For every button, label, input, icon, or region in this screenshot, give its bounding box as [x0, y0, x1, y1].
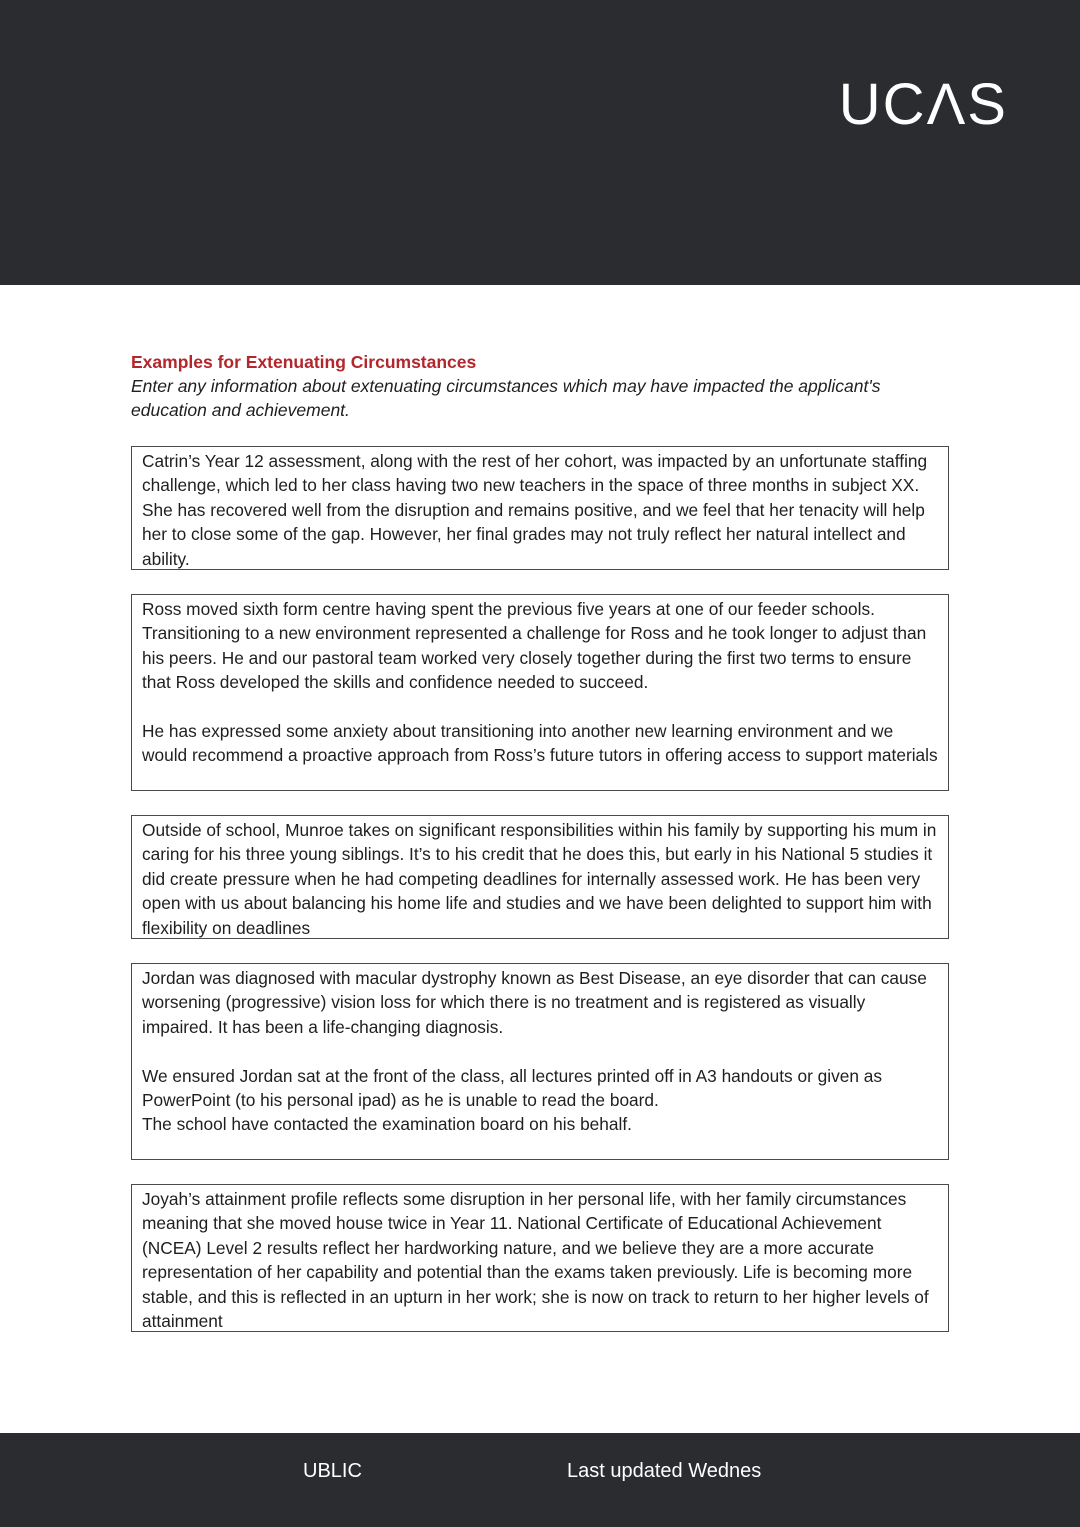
example-paragraph: Catrin’s Year 12 assessment, along with the rest of her cohort, was impacted by an unfortunate staffing challenge, which led to her class having two new teachers in the space of three months in subject XX. She has recovered well from the disruption and remains positive, and we feel that her tenacity will help her to close some of the gap. However, her final grades may not truly reflect her natural intellect and ability. — [142, 451, 928, 569]
section-title: Examples for Extenuating Circumstances — [131, 352, 477, 372]
document-content — [131, 350, 949, 1356]
example-box-catrin — [131, 446, 949, 570]
footer-last-updated: Last updated Wednes — [567, 1460, 762, 1482]
example-paragraph: We ensured Jordan sat at the front of the class, all lectures printed off in A3 handouts or given as PowerPoint (to his personal ipad) as he is unable to read the board. — [142, 1065, 883, 1111]
example-box-munroe — [131, 815, 949, 939]
footer-classification: UBLIC — [303, 1460, 362, 1482]
example-box-joyah — [131, 1184, 949, 1332]
header-band — [0, 0, 1080, 285]
example-paragraph: Outside of school, Munroe takes on significant responsibilities within his family by supporting his mum in caring for his three young siblings. It’s to his credit that he does this, but early in his National 5 studies it did create pressure when he had competing deadlines for internally assessed work. He has been very open with us about balancing his home life and studies and we have been delighted to support him with flexibility on deadlines — [142, 820, 937, 938]
example-paragraph: Joyah’s attainment profile reflects some disruption in her personal life, with her family circumstances meaning that she moved house twice in Year 11. National Certificate of Educational Achievement (NCEA) Level 2 results reflect her hardworking nature, and we believe they are a more accurate representation of her capability and potential than the exams taken previously. Life is becoming more stable, and this is reflected in an upturn in her work; she is now on track to return to her higher levels of attainment — [142, 1189, 929, 1332]
example-paragraph: Ross moved sixth form centre having spent the previous five years at one of our feeder schools. Transitioning to a new environment represented a challenge for Ross and he took longer to adjust than his peers. He and our pastoral team worked very closely together during the first two terms to ensure that Ross developed the skills and confidence needed to succeed. — [142, 599, 927, 693]
example-box-ross — [131, 594, 949, 791]
ucas-logo: UCΛS — [838, 72, 1008, 137]
example-paragraph: Jordan was diagnosed with macular dystrophy known as Best Disease, an eye disorder that can cause worsening (progressive) vision loss for which there is no treatment and is registered as visually impaired. It has been a life-changing diagnosis. — [142, 968, 927, 1037]
example-box-jordan — [131, 963, 949, 1160]
section-intro: Enter any information about extenuating circumstances which may have impacted the applicant's education and achievement. — [131, 376, 881, 420]
footer-band — [0, 1433, 1080, 1527]
example-paragraph: The school have contacted the examination board on his behalf. — [142, 1114, 632, 1135]
example-paragraph: He has expressed some anxiety about transitioning into another new learning environment and we would recommend a proactive approach from Ross’s future tutors in offering access to support materials — [142, 721, 938, 766]
